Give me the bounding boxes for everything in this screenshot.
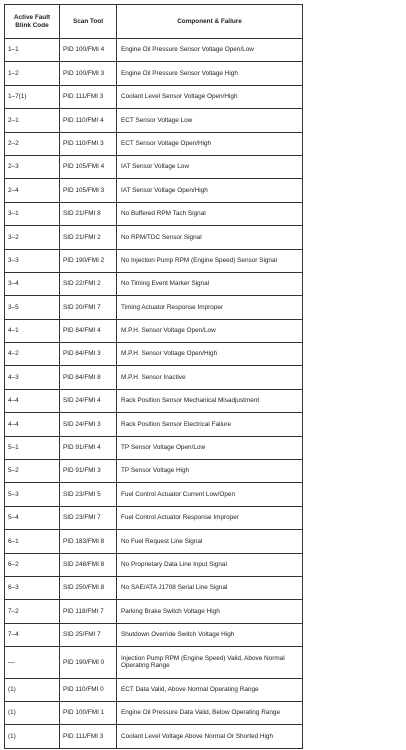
component-failure-cell: Fuel Control Actuator Current Low/Open — [117, 483, 303, 506]
scan-tool-cell: PID 100/FMI 1 — [60, 702, 117, 725]
blink-code-cell: 4–4 — [5, 413, 60, 436]
table-row — [5, 62, 303, 85]
blink-code-cell: 5–2 — [5, 460, 60, 483]
scan-tool-cell: SID 248/FMI 8 — [60, 553, 117, 576]
header-scan-tool: Scan Tool — [60, 5, 117, 39]
header-component-failure: Component & Failure — [117, 5, 303, 39]
header-row — [5, 5, 303, 39]
table-row — [5, 576, 303, 599]
table-row — [5, 202, 303, 225]
table-row — [5, 296, 303, 319]
table-row — [5, 343, 303, 366]
table-body — [5, 39, 303, 749]
table-row — [5, 623, 303, 646]
scan-tool-cell: PID 105/FMI 3 — [60, 179, 117, 202]
scan-tool-cell: PID 183/FMI 8 — [60, 530, 117, 553]
table-header — [5, 5, 303, 39]
blink-code-cell: 5–3 — [5, 483, 60, 506]
scan-tool-cell: SID 23/FMI 5 — [60, 483, 117, 506]
component-failure-cell: Coolant Level Voltage Above Normal Or Shorted High — [117, 725, 303, 748]
blink-code-cell: (1) — [5, 702, 60, 725]
table-row — [5, 702, 303, 725]
table-row — [5, 460, 303, 483]
scan-tool-cell: PID 84/FMI 4 — [60, 319, 117, 342]
table-row — [5, 725, 303, 748]
blink-code-cell: 4–1 — [5, 319, 60, 342]
table-row — [5, 678, 303, 701]
blink-code-cell: (1) — [5, 678, 60, 701]
component-failure-cell: Coolant Level Sensor Voltage Open/High — [117, 85, 303, 108]
table-row — [5, 85, 303, 108]
table-row — [5, 39, 303, 62]
table-row — [5, 413, 303, 436]
blink-code-cell: 7–2 — [5, 600, 60, 623]
blink-code-cell: 3–2 — [5, 226, 60, 249]
component-failure-cell: Rack Position Sensor Mechanical Misadjustment — [117, 389, 303, 412]
table-row — [5, 436, 303, 459]
component-failure-cell: ECT Sensor Voltage Low — [117, 109, 303, 132]
table-row — [5, 389, 303, 412]
scan-tool-cell: PID 91/FMI 3 — [60, 460, 117, 483]
scan-tool-cell: PID 100/FMI 4 — [60, 39, 117, 62]
component-failure-cell: Timing Actuator Response Improper — [117, 296, 303, 319]
scan-tool-cell: PID 111/FMI 3 — [60, 85, 117, 108]
table-row — [5, 109, 303, 132]
scan-tool-cell: SID 23/FMI 7 — [60, 506, 117, 529]
table-row — [5, 647, 303, 679]
blink-code-cell: — — [5, 647, 60, 679]
component-failure-cell: No Buffered RPM Tach Signal — [117, 202, 303, 225]
blink-code-cell: 6–1 — [5, 530, 60, 553]
table-row — [5, 530, 303, 553]
table-row — [5, 272, 303, 295]
scan-tool-cell: SID 21/FMI 8 — [60, 202, 117, 225]
scan-tool-cell: PID 110/FMI 0 — [60, 678, 117, 701]
component-failure-cell: Engine Oil Pressure Sensor Voltage Open/Low — [117, 39, 303, 62]
blink-code-cell: 7–4 — [5, 623, 60, 646]
blink-code-cell: 3–4 — [5, 272, 60, 295]
fault-code-table — [4, 4, 303, 749]
scan-tool-cell: PID 84/FMI 3 — [60, 343, 117, 366]
component-failure-cell: Engine Oil Pressure Data Valid, Below Operating Range — [117, 702, 303, 725]
component-failure-cell: Rack Position Sensor Electrical Failure — [117, 413, 303, 436]
component-failure-cell: ECT Sensor Voltage Open/High — [117, 132, 303, 155]
table-row — [5, 179, 303, 202]
scan-tool-cell: PID 111/FMI 3 — [60, 725, 117, 748]
scan-tool-cell: PID 118/FMI 7 — [60, 600, 117, 623]
scan-tool-cell: PID 100/FMI 3 — [60, 62, 117, 85]
table-row — [5, 226, 303, 249]
component-failure-cell: TP Sensor Voltage High — [117, 460, 303, 483]
scan-tool-cell: SID 25/FMI 7 — [60, 623, 117, 646]
component-failure-cell: No Injection Pump RPM (Engine Speed) Sensor Signal — [117, 249, 303, 272]
blink-code-cell: 3–3 — [5, 249, 60, 272]
table-row — [5, 366, 303, 389]
blink-code-cell: 4–3 — [5, 366, 60, 389]
blink-code-cell: (1) — [5, 725, 60, 748]
component-failure-cell: IAT Sensor Voltage Low — [117, 155, 303, 178]
blink-code-cell: 4–4 — [5, 389, 60, 412]
blink-code-cell: 1–7(1) — [5, 85, 60, 108]
component-failure-cell: TP Sensor Voltage Open/Low — [117, 436, 303, 459]
blink-code-cell: 2–1 — [5, 109, 60, 132]
table-row — [5, 483, 303, 506]
component-failure-cell: No Fuel Request Line Signal — [117, 530, 303, 553]
table-row — [5, 249, 303, 272]
scan-tool-cell: PID 110/FMI 3 — [60, 132, 117, 155]
table-row — [5, 155, 303, 178]
table-row — [5, 132, 303, 155]
blink-code-cell: 4–2 — [5, 343, 60, 366]
blink-code-cell: 1–1 — [5, 39, 60, 62]
scan-tool-cell: PID 190/FMI 0 — [60, 647, 117, 679]
component-failure-cell: No Timing Event Marker Signal — [117, 272, 303, 295]
fault-code-table-container — [4, 4, 302, 749]
component-failure-cell: Parking Brake Switch Voltage High — [117, 600, 303, 623]
component-failure-cell: M.P.H. Sensor Inactive — [117, 366, 303, 389]
scan-tool-cell: SID 20/FMI 7 — [60, 296, 117, 319]
blink-code-cell: 6–2 — [5, 553, 60, 576]
blink-code-cell: 2–2 — [5, 132, 60, 155]
blink-code-cell: 3–5 — [5, 296, 60, 319]
scan-tool-cell: SID 22/FMI 2 — [60, 272, 117, 295]
table-row — [5, 319, 303, 342]
blink-code-cell: 2–3 — [5, 155, 60, 178]
scan-tool-cell: PID 190/FMI 2 — [60, 249, 117, 272]
scan-tool-cell: PID 110/FMI 4 — [60, 109, 117, 132]
component-failure-cell: No SAE/ATA J1708 Serial Line Signal — [117, 576, 303, 599]
scan-tool-cell: SID 21/FMI 2 — [60, 226, 117, 249]
component-failure-cell: Engine Oil Pressure Sensor Voltage High — [117, 62, 303, 85]
scan-tool-cell: PID 91/FMI 4 — [60, 436, 117, 459]
table-row — [5, 506, 303, 529]
blink-code-cell: 3–1 — [5, 202, 60, 225]
component-failure-cell: Fuel Control Actuator Response Improper — [117, 506, 303, 529]
table-row — [5, 600, 303, 623]
scan-tool-cell: SID 24/FMI 4 — [60, 389, 117, 412]
component-failure-cell: Shutdown Override Switch Voltage High — [117, 623, 303, 646]
component-failure-cell: IAT Sensor Voltage Open/High — [117, 179, 303, 202]
scan-tool-cell: PID 84/FMI 8 — [60, 366, 117, 389]
component-failure-cell: M.P.H. Sensor Voltage Open/Low — [117, 319, 303, 342]
component-failure-cell: Injection Pump RPM (Engine Speed) Valid, Above Normal Operating Range — [117, 647, 303, 679]
scan-tool-cell: SID 250/FMI 8 — [60, 576, 117, 599]
table-row — [5, 553, 303, 576]
scan-tool-cell: SID 24/FMI 3 — [60, 413, 117, 436]
component-failure-cell: No Proprietary Data Line Input Signal — [117, 553, 303, 576]
blink-code-cell: 2–4 — [5, 179, 60, 202]
component-failure-cell: No RPM/TDC Sensor Signal — [117, 226, 303, 249]
component-failure-cell: M.P.H. Sensor Voltage Open/High — [117, 343, 303, 366]
blink-code-cell: 1–2 — [5, 62, 60, 85]
blink-code-cell: 5–4 — [5, 506, 60, 529]
blink-code-cell: 5–1 — [5, 436, 60, 459]
header-blink-code: Active Fault Blink Code — [5, 5, 60, 39]
component-failure-cell: ECT Data Valid, Above Normal Operating Range — [117, 678, 303, 701]
blink-code-cell: 6–3 — [5, 576, 60, 599]
scan-tool-cell: PID 105/FMI 4 — [60, 155, 117, 178]
